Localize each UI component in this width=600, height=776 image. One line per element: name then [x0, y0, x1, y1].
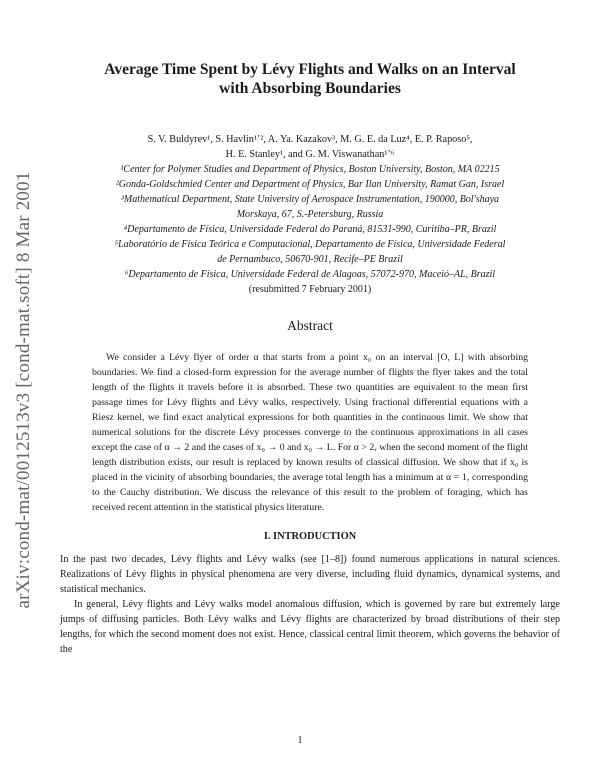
title-line-2: with Absorbing Boundaries [219, 80, 401, 97]
author-list [60, 132, 560, 162]
arxiv-identifier: arXiv:cond-mat/0012513v3 [cond-mat.soft] 8 Mar 2001 [13, 171, 34, 609]
authors-line-1: S. V. Buldyrev¹, S. Havlin¹ʼ², A. Ya. Kazakov³, M. G. E. da Luz⁴, E. P. Raposo⁵, [147, 134, 473, 145]
paper-title [60, 60, 560, 98]
intro-paragraph-1: In the past two decades, Lévy flights and Lévy walks (see [1–8]) found numerous applications in natural sciences. Realizations of Lévy flights in physical phenomena are very diverse, including fluid dynamics, dynamical systems, and statistical mechanics. [60, 554, 560, 595]
title-line-1: Average Time Spent by Lévy Flights and Walks on an Interval [104, 61, 516, 78]
abstract-text: We consider a Lévy flyer of order α that starts from a point x₀ on an interval [O, L] with absorbing boundaries. We find a closed-form expression for the average number of flights the flyer takes and the total length of the flights it travels before it is absorbed. These two quantities are equivalent to the mean first passage times for Lévy flights and Lévy walks, respectively. Using fractional differential equations with a Riesz kernel, we find exact analytical expressions for both quantities in the continuous limit. We show that numerical solutions for the discrete Lévy processes converge to the continuous approximations in all cases except the case of α → 2 and the cases of x₀ → 0 and x₀ → L. For α > 2, when the second moment of the flight length distribution exists, our result is replaced by known results of classical diffusion. We show that if x₀ is placed in the vicinity of absorbing boundaries, the average total length has a minimum at α = 1, corresponding to the Cauchy distribution. We discuss the relevance of this result to the problem of foraging, which has received recent attention in the statistical physics literature. [92, 352, 528, 513]
arxiv-sidebar [6, 0, 42, 776]
affiliations [60, 162, 560, 282]
section-heading: I. INTRODUCTION [263, 531, 357, 542]
affiliation-5: ⁵Laboratório de Física Teórica e Computacional, Departamento de Física, Universidade Federal [114, 239, 506, 250]
affiliation-1: ¹Center for Polymer Studies and Department of Physics, Boston University, Boston, MA 02215 [120, 164, 500, 175]
abstract-heading: Abstract [287, 318, 333, 333]
intro-paragraph-2: In general, Lévy flights and Lévy walks model anomalous diffusion, which is governed by rare but extremely large jumps of diffusing particles. Both Lévy walks and Lévy flights are characterized by broad distributions of their step lengths, for which the second moment does not exist. Hence, classical central limit theorem, which governs the behavior of the [60, 599, 560, 655]
authors-line-2: H. E. Stanley¹, and G. M. Viswanathan¹ʼ⁶ [225, 149, 395, 160]
affiliation-3-cont: Morskaya, 67, S.-Petersburg, Russia [236, 209, 384, 220]
submission-date: (resubmitted 7 February 2001) [248, 284, 372, 295]
affiliation-4: ⁴Departamento de Física, Universidade Federal do Paraná, 81531-990, Curitiba–PR, Brazil [123, 224, 497, 235]
affiliation-2: ²Gonda-Goldschmied Center and Department of Physics, Bar Ilan University, Ramat Gan, Israel [115, 179, 505, 190]
page-number: 1 [297, 735, 303, 746]
affiliation-6: ⁶Departamento de Física, Universidade Federal de Alagoas, 57072-970, Maceió–AL, Brazil [124, 269, 496, 280]
affiliation-3: ³Mathematical Department, State University of Aerospace Instrumentation, 190000, Bol'shaya [120, 194, 500, 205]
affiliation-5-cont: de Pernambuco, 50670-901, Recife–PE Brazil [217, 254, 403, 265]
paper-page [60, 60, 560, 657]
